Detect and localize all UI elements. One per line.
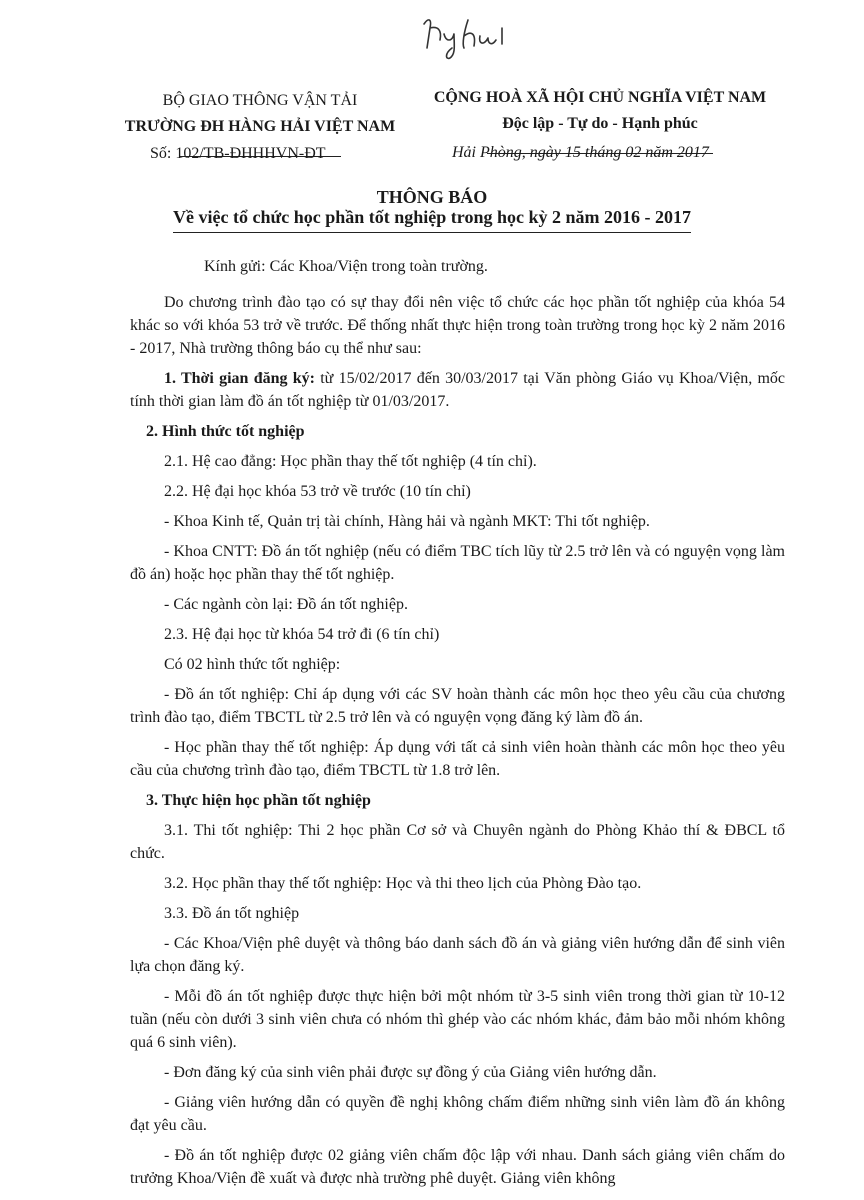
handwritten-signature <box>418 14 528 60</box>
section-3-3-item: - Giảng viên hướng dẫn có quyền đề nghị không chấm điểm những sinh viên làm đồ án không đạt yêu cầu. <box>130 1094 785 1134</box>
section-3-heading: 3. Thực hiện học phần tốt nghiệp <box>146 792 371 809</box>
issue-date: Hải Phòng, ngày 15 tháng 02 năm 2017 <box>452 144 709 161</box>
document-body <box>130 291 785 1197</box>
recipient-line: Kính gửi: Các Khoa/Viện trong toàn trường. <box>204 258 488 275</box>
country-name: CỘNG HOÀ XÃ HỘI CHỦ NGHĨA VIỆT NAM <box>433 89 767 106</box>
section-3-2: 3.2. Học phần thay thế tốt nghiệp: Học và thi theo lịch của Phòng Đào tạo. <box>164 875 642 892</box>
section-1-label: 1. Thời gian đăng ký: <box>164 370 315 387</box>
section-2-2-item: - Các ngành còn lại: Đồ án tốt nghiệp. <box>164 596 408 613</box>
section-2-3: 2.3. Hệ đại học từ khóa 54 trở đi (6 tín chỉ) <box>164 626 440 643</box>
section-2-3-item: - Đồ án tốt nghiệp: Chỉ áp dụng với các SV hoàn thành các môn học theo yêu cầu của chương trình đào tạo, điểm TBCTL từ 2.5 trở lên và có nguyện vọng đăng ký làm đồ án. <box>130 686 785 726</box>
section-3-3-item: - Đồ án tốt nghiệp được 02 giảng viên chấm độc lập với nhau. Danh sách giảng viên chấm do trưởng Khoa/Viện đề xuất và được nhà trường phê duyệt. Giảng viên không <box>130 1147 785 1187</box>
section-2-3-item: - Học phần thay thế tốt nghiệp: Áp dụng với tất cả sinh viên hoàn thành các môn học theo yêu cầu của chương trình đào tạo, điểm TBCTL từ 1.8 trở lên. <box>130 739 785 779</box>
section-3-3-item: - Các Khoa/Viện phê duyệt và thông báo danh sách đồ án và giảng viên hướng dẫn để sinh viên lựa chọn đăng ký. <box>130 935 785 975</box>
ministry-name: BỘ GIAO THÔNG VẬN TẢI <box>162 92 358 109</box>
document-title: THÔNG BÁO <box>376 187 488 207</box>
section-2-3-intro: Có 02 hình thức tốt nghiệp: <box>164 656 341 673</box>
section-1-text: từ 15/02/2017 đến 30/03/2017 tại Văn phòng Giáo vụ Khoa/Viện, mốc tính thời gian làm đồ án tốt nghiệp từ 01/03/2017. <box>130 370 786 410</box>
national-motto: Độc lập - Tự do - Hạnh phúc <box>502 115 698 132</box>
section-3-1: 3.1. Thi tốt nghiệp: Thi 2 học phần Cơ sở và Chuyên ngành do Phòng Khảo thí & ĐBCL tổ chức. <box>130 822 785 862</box>
intro-paragraph: Do chương trình đào tạo có sự thay đổi nên việc tổ chức các học phần tốt nghiệp của khóa 54 khác so với khóa 53 trở về trước. Để thống nhất thực hiện trong toàn trường trong học kỳ 2 năm 2016 - 2017, Nhà trường thông báo cụ thể như sau: <box>130 294 785 357</box>
school-name: TRƯỜNG ĐH HÀNG HẢI VIỆT NAM <box>124 118 396 135</box>
section-1-paragraph <box>130 367 785 413</box>
subtitle-text: Về việc tổ chức học phần tốt nghiệp trong học kỳ 2 năm 2016 - 2017 <box>173 207 691 233</box>
section-2-1: 2.1. Hệ cao đẳng: Học phần thay thế tốt nghiệp (4 tín chỉ). <box>164 453 537 470</box>
section-2-heading: 2. Hình thức tốt nghiệp <box>146 423 305 440</box>
document-number: Số: 102/TB-ĐHHHVN-ĐT <box>150 145 326 162</box>
section-2-2-item: - Khoa CNTT: Đồ án tốt nghiệp (nếu có điểm TBC tích lũy từ 2.5 trở lên và có nguyện vọng làm đồ án) hoặc học phần thay thế tốt nghiệp. <box>130 543 785 583</box>
document-subtitle <box>0 207 864 233</box>
section-3-3-item: - Mỗi đồ án tốt nghiệp được thực hiện bởi một nhóm từ 3-5 sinh viên trong thời gian từ 10-12 tuần (nếu còn dưới 3 sinh viên chưa có nhóm thì ghép vào các nhóm khác, đảm bảo mỗi nhóm không quá 6 sinh viên). <box>130 988 785 1051</box>
section-2-2: 2.2. Hệ đại học khóa 53 trở về trước (10 tín chỉ) <box>164 483 471 500</box>
section-3-3: 3.3. Đồ án tốt nghiệp <box>164 905 300 922</box>
section-3-3-item: - Đơn đăng ký của sinh viên phải được sự đồng ý của Giảng viên hướng dẫn. <box>164 1064 657 1081</box>
section-2-2-item: - Khoa Kinh tế, Quản trị tài chính, Hàng hải và ngành MKT: Thi tốt nghiệp. <box>164 513 650 530</box>
